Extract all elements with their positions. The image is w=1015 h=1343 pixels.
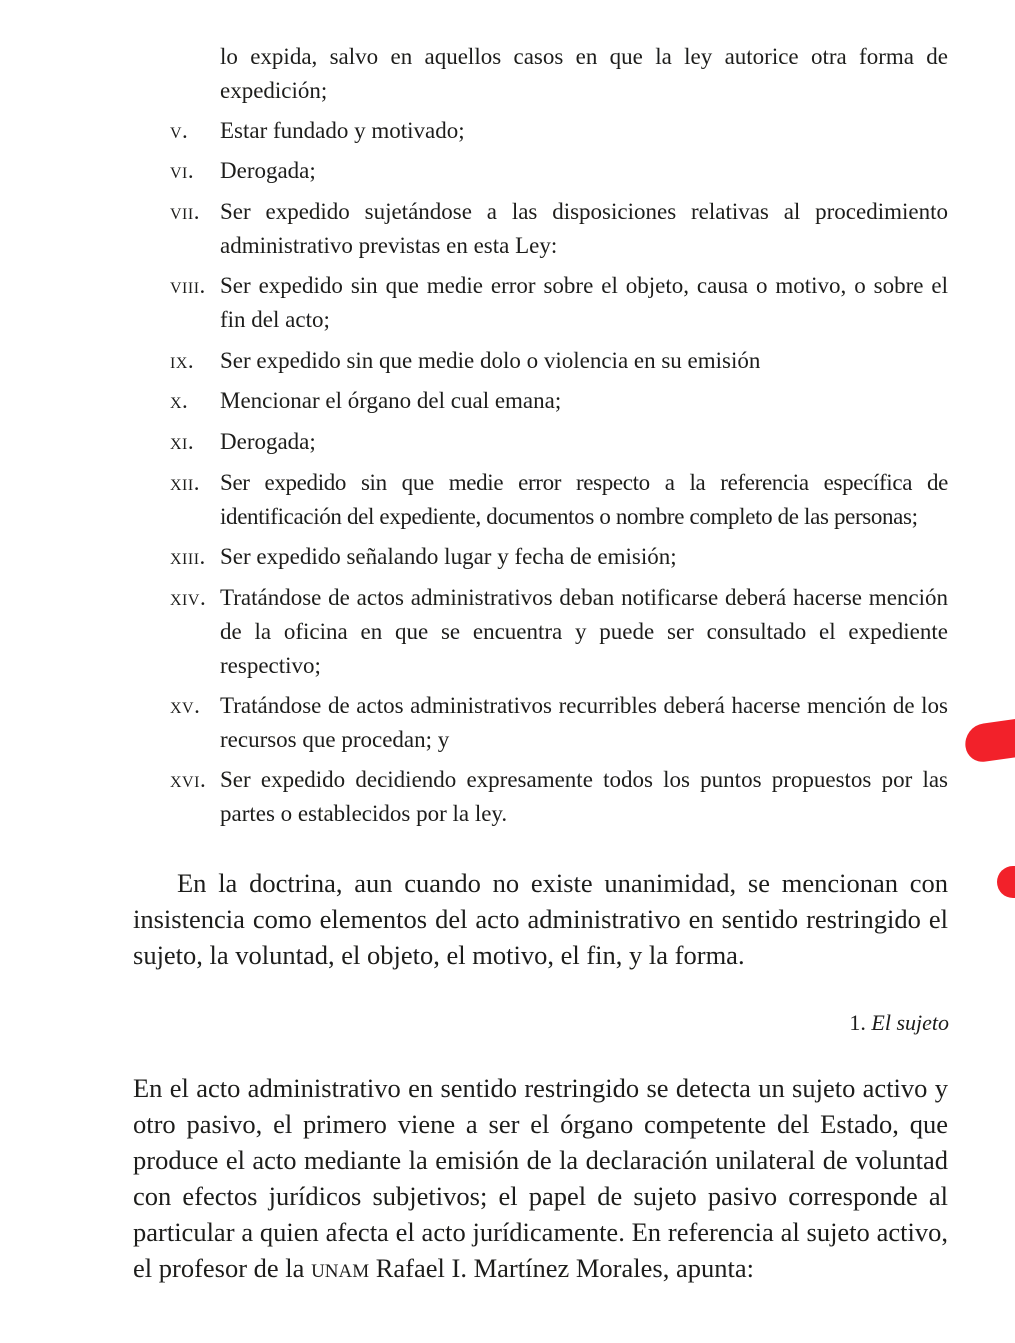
- section-heading: [849, 1008, 949, 1038]
- list-numeral: x.: [170, 388, 189, 413]
- list-numeral: xv.: [170, 693, 201, 718]
- list-item-text: Derogada;: [220, 158, 316, 183]
- list-item: [170, 269, 950, 337]
- list-item: [170, 425, 950, 459]
- list-item: [170, 114, 950, 148]
- list-numeral: viii.: [170, 273, 206, 298]
- list-numeral: v.: [170, 118, 189, 143]
- list-numeral: vii.: [170, 199, 200, 224]
- list-numeral: ix.: [170, 348, 195, 373]
- list-numeral: xii.: [170, 470, 200, 495]
- list-item-text: Ser expedido sin que medie dolo o violencia en su emisión: [220, 348, 761, 373]
- paragraph-doctrine: [133, 865, 948, 973]
- list-numeral: xi.: [170, 429, 195, 454]
- list-numeral: xvi.: [170, 767, 207, 792]
- paragraph-sujeto-text: En el acto administrativo en sentido restringido se detecta un sujeto activo y otro pasivo, el primero viene a ser el órgano competente del Estado, que produce el acto mediante la emisión de la declaración unilateral de voluntad con efectos jurídicos subjetivos; el papel de sujeto pasivo corresponde al particular a quien afecta el acto jurídicamente. En referencia al sujeto activo, el profesor de la: [133, 1073, 948, 1283]
- paragraph-doctrine-text: En la doctrina, aun cuando no existe unanimidad, se mencionan con insistencia como elementos del acto administrativo en sentido restringido el sujeto, la voluntad, el objeto, el motivo, el fin, y la forma.: [133, 868, 948, 970]
- list-item: [170, 540, 950, 574]
- list-numeral: xiii.: [170, 544, 206, 569]
- list-item-text: Tratándose de actos administrativos recurribles deberá hacerse mención de los recursos que procedan; y: [220, 693, 948, 752]
- list-item-text: Tratándose de actos administrativos deban notificarse deberá hacerse mención de la oficina en que se encuentra y puede ser consultado el expediente respectivo;: [220, 585, 948, 678]
- list-item-text: Ser expedido sujetándose a las disposiciones relativas al procedimiento administrativo previstas en esta Ley:: [220, 199, 948, 258]
- list-item-text: Estar fundado y motivado;: [220, 118, 465, 143]
- list-item: [170, 344, 950, 378]
- paragraph-sujeto-text-end: Rafael I. Martínez Morales, apunta:: [375, 1253, 754, 1283]
- list-item-text: Derogada;: [220, 429, 316, 454]
- list-item-text: Mencionar el órgano del cual emana;: [220, 388, 562, 413]
- list-item: [170, 581, 950, 683]
- highlighter-mark: [997, 866, 1015, 898]
- list-item: [170, 154, 950, 188]
- acronym-unam: unam: [311, 1253, 370, 1283]
- list-numeral: xiv.: [170, 585, 207, 610]
- list-item: [170, 763, 950, 831]
- list-item: [170, 195, 950, 263]
- list-item-text: Ser expedido decidiendo expresamente todos los puntos propuestos por las partes o establecidos por la ley.: [220, 767, 948, 826]
- paragraph-sujeto: [133, 1070, 948, 1286]
- list-item: [170, 466, 950, 534]
- section-title: El sujeto: [871, 1010, 949, 1035]
- highlighter-mark: [963, 718, 1015, 764]
- list-item-text: Ser expedido sin que medie error respecto a la referencia específica de identificación del expediente, documentos o nombre completo de las personas;: [220, 470, 948, 529]
- list-numeral: vi.: [170, 158, 195, 183]
- list-item: [170, 689, 950, 757]
- list-item-text: Ser expedido señalando lugar y fecha de emisión;: [220, 544, 677, 569]
- list-item-text: Ser expedido sin que medie error sobre el objeto, causa o motivo, o sobre el fin del acto;: [220, 273, 948, 332]
- list-item-continuation: lo expida, salvo en aquellos casos en que la ley autorice otra forma de expedición;: [220, 44, 948, 103]
- list-item: [170, 384, 950, 418]
- section-number: 1.: [849, 1010, 866, 1035]
